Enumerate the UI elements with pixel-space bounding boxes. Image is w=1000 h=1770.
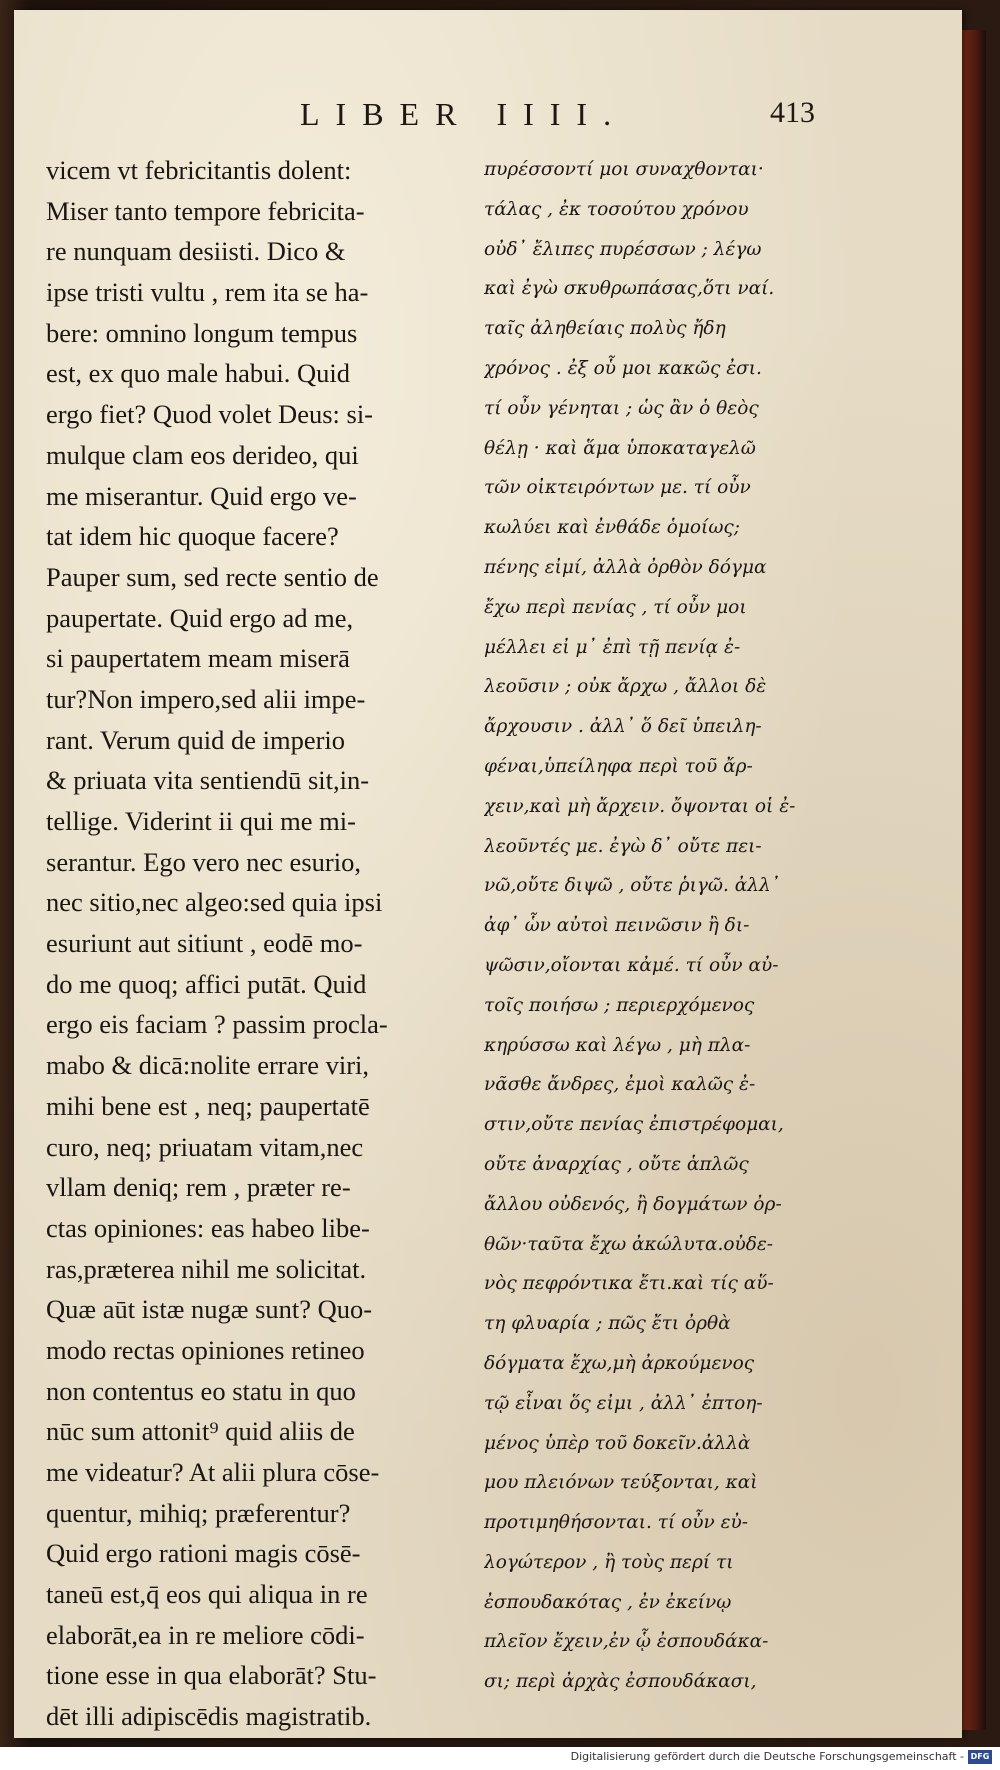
greek-line: ἀφ᾽ ὧν αὐτοὶ πεινῶσιν ἢ δι- (484, 915, 750, 937)
greek-line: οὐδ᾽ ἔλιπες πυρέσσων ; λέγω (484, 238, 762, 260)
latin-line: rant. Verum quid de imperio (46, 724, 346, 755)
greek-line: ψῶσιν,οἴονται κἀμέ. τί οὖν αὐ- (484, 954, 779, 976)
book-fore-edge (962, 30, 986, 1730)
latin-line: re nunquam desiisti. Dico & (46, 236, 346, 267)
greek-line: τί οὖν γένηται ; ὡς ἂν ὁ θεὸς (484, 397, 759, 419)
latin-line: tur?Non impero,sed alii impe- (46, 683, 366, 714)
latin-line: tellige. Viderint ii qui me mi- (46, 806, 356, 836)
latin-line: me videatur? At alii plura cōse- (46, 1457, 380, 1487)
greek-line: οὔτε ἀναρχίας , οὔτε ἁπλῶς (484, 1153, 749, 1175)
greek-line: καὶ ἐγὼ σκυθρωπάσας,ὅτι ναί. (484, 278, 775, 300)
latin-line: est, ex quo male habui. Quid (46, 358, 350, 389)
latin-line: dēt illi adipiscēdis magistratib. (46, 1701, 372, 1732)
latin-line: ergo fiet? Quod volet Deus: si- (46, 399, 374, 430)
greek-line: ταῖς ἀληθείαις πολὺς ἤδη (484, 318, 726, 340)
latin-line: taneū est,q̄ eos qui aliqua in re (46, 1579, 368, 1610)
greek-line: χειν,καὶ μὴ ἄρχειν. ὄψονται οἱ ἐ- (484, 795, 796, 817)
page-number: 413 (770, 96, 815, 129)
greek-line: λογώτερον , ἢ τοὺς περί τι (484, 1551, 734, 1573)
greek-line: τη φλυαρία ; πῶς ἔτι ὀρθὰ (484, 1313, 731, 1335)
greek-line: ἄρχουσιν . ἀλλ᾽ ὅ δεῖ ὑπειλη- (484, 716, 762, 738)
latin-line: vllam deniq; rem , præter re- (46, 1172, 351, 1203)
greek-line: δόγματα ἔχω,μὴ ἀρκούμενος (484, 1352, 755, 1374)
latin-line: tione esse in qua elaborāt? Stu- (46, 1660, 377, 1691)
greek-line: στιν,οὔτε πενίας ἐπιστρέφομαι, (484, 1114, 784, 1136)
greek-line: μέλλει εἰ μ᾽ ἐπὶ τῇ πενίᾳ ἐ- (484, 636, 741, 658)
greek-line: νὸς πεφρόντικα ἔτι.καὶ τίς αὕ- (484, 1273, 774, 1295)
greek-line: νᾶσθε ἄνδρες, ἐμοὶ καλῶς ἐ- (484, 1074, 756, 1096)
latin-text-column (46, 150, 468, 1737)
greek-line: σι; περὶ ἀρχὰς ἐσπουδάκασι, (484, 1671, 757, 1693)
latin-line: Quæ aūt istæ nugæ sunt? Quo- (46, 1294, 373, 1325)
greek-line: τάλας , ἐκ τοσούτου χρόνου (484, 198, 749, 220)
greek-line: πένης εἰμί, ἀλλὰ ὀρθὸν δόγμα (484, 556, 767, 578)
latin-line: elaborāt,ea in re meliore cōdi- (46, 1619, 365, 1650)
latin-line: do me quoq; affici putāt. Quid (46, 968, 367, 999)
greek-line: τῷ εἶναι ὅς εἰμι , ἀλλ᾽ ἐπτοη- (484, 1392, 763, 1414)
latin-line: Pauper sum, sed recte sentio de (46, 561, 379, 592)
greek-line: θέλῃ · καὶ ἅμα ὑποκαταγελῶ (484, 437, 756, 459)
greek-line: λεοῦντές με. ἐγὼ δ᾽ οὔτε πει- (484, 835, 762, 857)
greek-line: μου πλειόνων τεύξονται, καὶ (484, 1472, 758, 1494)
greek-line: ἔχω περὶ πενίας , τί οὖν μοι (484, 596, 747, 618)
latin-line: mihi bene est , neq; paupertatē (46, 1090, 370, 1121)
dfg-logo: DFG (968, 1750, 992, 1764)
latin-line: me miserantur. Quid ergo ve- (46, 480, 357, 511)
latin-line: Miser tanto tempore febricita- (46, 195, 365, 226)
latin-line: curo, neq; priuatam vitam,nec (46, 1131, 364, 1162)
latin-line: mulque clam eos derideo, qui (46, 439, 359, 470)
greek-line: πλεῖον ἔχειν,ἐν ᾧ ἐσπουδάκα- (484, 1631, 769, 1653)
greek-line: λεοῦσιν ; οὐκ ἄρχω , ἄλλοι δὲ (484, 676, 767, 698)
greek-line: κηρύσσω καὶ λέγω , μὴ πλα- (484, 1034, 751, 1056)
latin-line: non contentus eo statu in quo (46, 1375, 356, 1406)
greek-line: ἄλλου οὐδενός, ἢ δογμάτων ὀρ- (484, 1193, 782, 1215)
latin-line: quentur, mihiq; præferentur? (46, 1497, 351, 1528)
latin-line: bere: omnino longum tempus (46, 317, 358, 348)
greek-line: χρόνος . ἐξ οὗ μοι κακῶς ἐσι. (484, 357, 762, 379)
latin-line: si paupertatem meam miserā (46, 643, 350, 674)
latin-line: ras,præterea nihil me solicitat. (46, 1253, 367, 1284)
greek-line: νῶ,οὔτε διψῶ , οὔτε ῥιγῶ. ἀλλ᾽ (484, 875, 780, 897)
greek-line: κωλύει καὶ ἐνθάδε ὁμοίως; (484, 517, 740, 539)
greek-line: ἐσπουδακότας , ἐν ἐκείνῳ (484, 1591, 732, 1613)
latin-line: tat idem hic quoque facere? (46, 521, 339, 552)
greek-line: πυρέσσοντί μοι συναχθονται· (484, 159, 764, 180)
latin-line: & priuata vita sentiendū sit,in- (46, 765, 370, 796)
latin-line: vicem vt febricitantis dolent: (46, 155, 352, 185)
greek-text-column (484, 150, 829, 1702)
latin-line: ipse tristi vultu , rem ita se ha- (46, 277, 369, 308)
latin-line: mabo & dicā:nolite errare viri, (46, 1050, 370, 1081)
latin-line: paupertate. Quid ergo ad me, (46, 602, 354, 633)
greek-line: προτιμηθήσονται. τί οὖν εὐ- (484, 1512, 749, 1534)
latin-line: serantur. Ego vero nec esurio, (46, 846, 361, 877)
greek-line: τοῖς ποιήσω ; περιερχόμενος (484, 994, 755, 1016)
latin-line: nec sitio,nec algeo:sed quia ipsi (46, 887, 383, 918)
latin-line: esuriunt aut sitiunt , eodē mo- (46, 928, 363, 959)
greek-line: θῶν·ταῦτα ἔχω ἀκώλυτα.οὐδε- (484, 1233, 774, 1255)
footer-credit: Digitalisierung gefördert durch die Deutsche Forschungsgemeinschaft - (570, 1750, 964, 1763)
greek-line: μένος ὑπὲρ τοῦ δοκεῖν.ἀλλὰ (484, 1432, 751, 1454)
latin-line: nūc sum attonit⁹ quid aliis de (46, 1416, 355, 1447)
greek-line: φέναι,ὑπείληφα περὶ τοῦ ἄρ- (484, 755, 753, 777)
running-title: LIBER IIII. (300, 96, 628, 132)
latin-line: ctas opiniones: eas habeo libe- (46, 1212, 370, 1243)
greek-line: τῶν οἰκτειρόντων με. τί οὖν (484, 477, 751, 499)
latin-line: Quid ergo rationi magis cōsē- (46, 1538, 361, 1569)
latin-line: ergo eis faciam ? passim procla- (46, 1009, 388, 1040)
latin-line: modo rectas opiniones retineo (46, 1334, 365, 1365)
